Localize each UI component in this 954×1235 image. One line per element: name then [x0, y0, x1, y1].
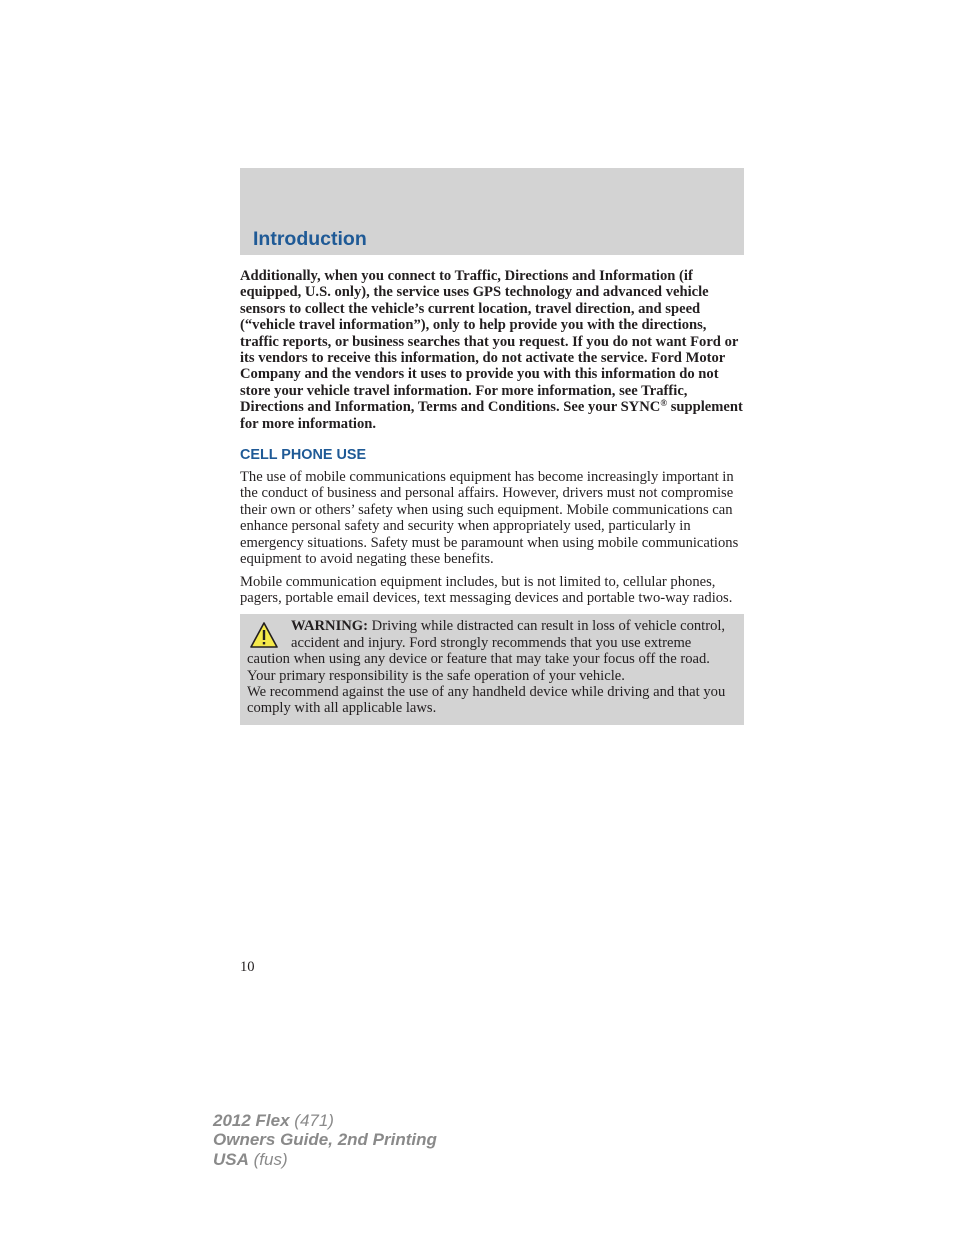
page-number: 10 — [240, 959, 255, 975]
footer — [213, 1111, 437, 1169]
cell-phone-paragraph-2: Mobile communication equipment includes, but is not limited to, cellular phones, pagers, portable email devices, text messaging devices and portable two-way radios. — [240, 573, 733, 606]
warning-triangle-icon — [249, 621, 279, 649]
footer-line-1 — [213, 1111, 437, 1130]
footer-market: USA — [213, 1149, 249, 1169]
footer-market-code: (fus) — [248, 1149, 288, 1169]
section-title: Introduction — [253, 228, 367, 250]
cell-phone-use-heading: CELL PHONE USE — [240, 447, 367, 464]
intro-paragraph-text-after: supplement for more information. — [240, 399, 743, 432]
footer-line-2: Owners Guide, 2nd Printing — [213, 1130, 437, 1150]
warning-text — [247, 618, 737, 684]
page-content — [240, 268, 744, 725]
footer-line-3 — [213, 1150, 437, 1169]
footer-model: 2012 Flex — [213, 1111, 290, 1130]
warning-label: WARNING: — [291, 618, 369, 635]
warning-body: Driving while distracted can result in loss of vehicle control, accident and injury. Ford strongly recommends that you use extreme caution when using any device or feature that may take your focus off the road. Your primary responsibility is the safe operation of your vehicle. — [247, 618, 726, 684]
warning-box — [240, 614, 744, 724]
registered-mark: ® — [660, 398, 668, 409]
footer-model-code: (471) — [289, 1111, 334, 1130]
intro-paragraph — [240, 268, 744, 432]
section-header-band — [240, 168, 744, 255]
cell-phone-paragraph-1: The use of mobile communications equipment has become increasingly important in the conduct of business and personal affairs. However, drivers must not compromise their own or others’ safety when using such equipment. Mobile communications can enhance personal safety and security when appropriately used, particularly in emergency situations. Safety must be paramount when using mobile communications equipment to avoid negating these benefits. — [240, 469, 739, 568]
warning-text-2: We recommend against the use of any handheld device while driving and that you comply with all applicable laws. — [247, 683, 726, 717]
intro-paragraph-text: Additionally, when you connect to Traffic, Directions and Information (if equipped, U.S. only), the service uses GPS technology and advanced vehicle sensors to collect the vehicle’s current location, travel direction, and speed (“vehicle travel information”), only to help provide you with the directions, traffic reports, or business searches that you request. If you do not want Ford or its vendors to receive this information, do not activate the service. Ford Motor Company and the vendors it uses to provide you with this information do not store your vehicle travel information. For more information, see Traffic, Directions and Information, Terms and Conditions. See your SYNC — [240, 268, 739, 416]
